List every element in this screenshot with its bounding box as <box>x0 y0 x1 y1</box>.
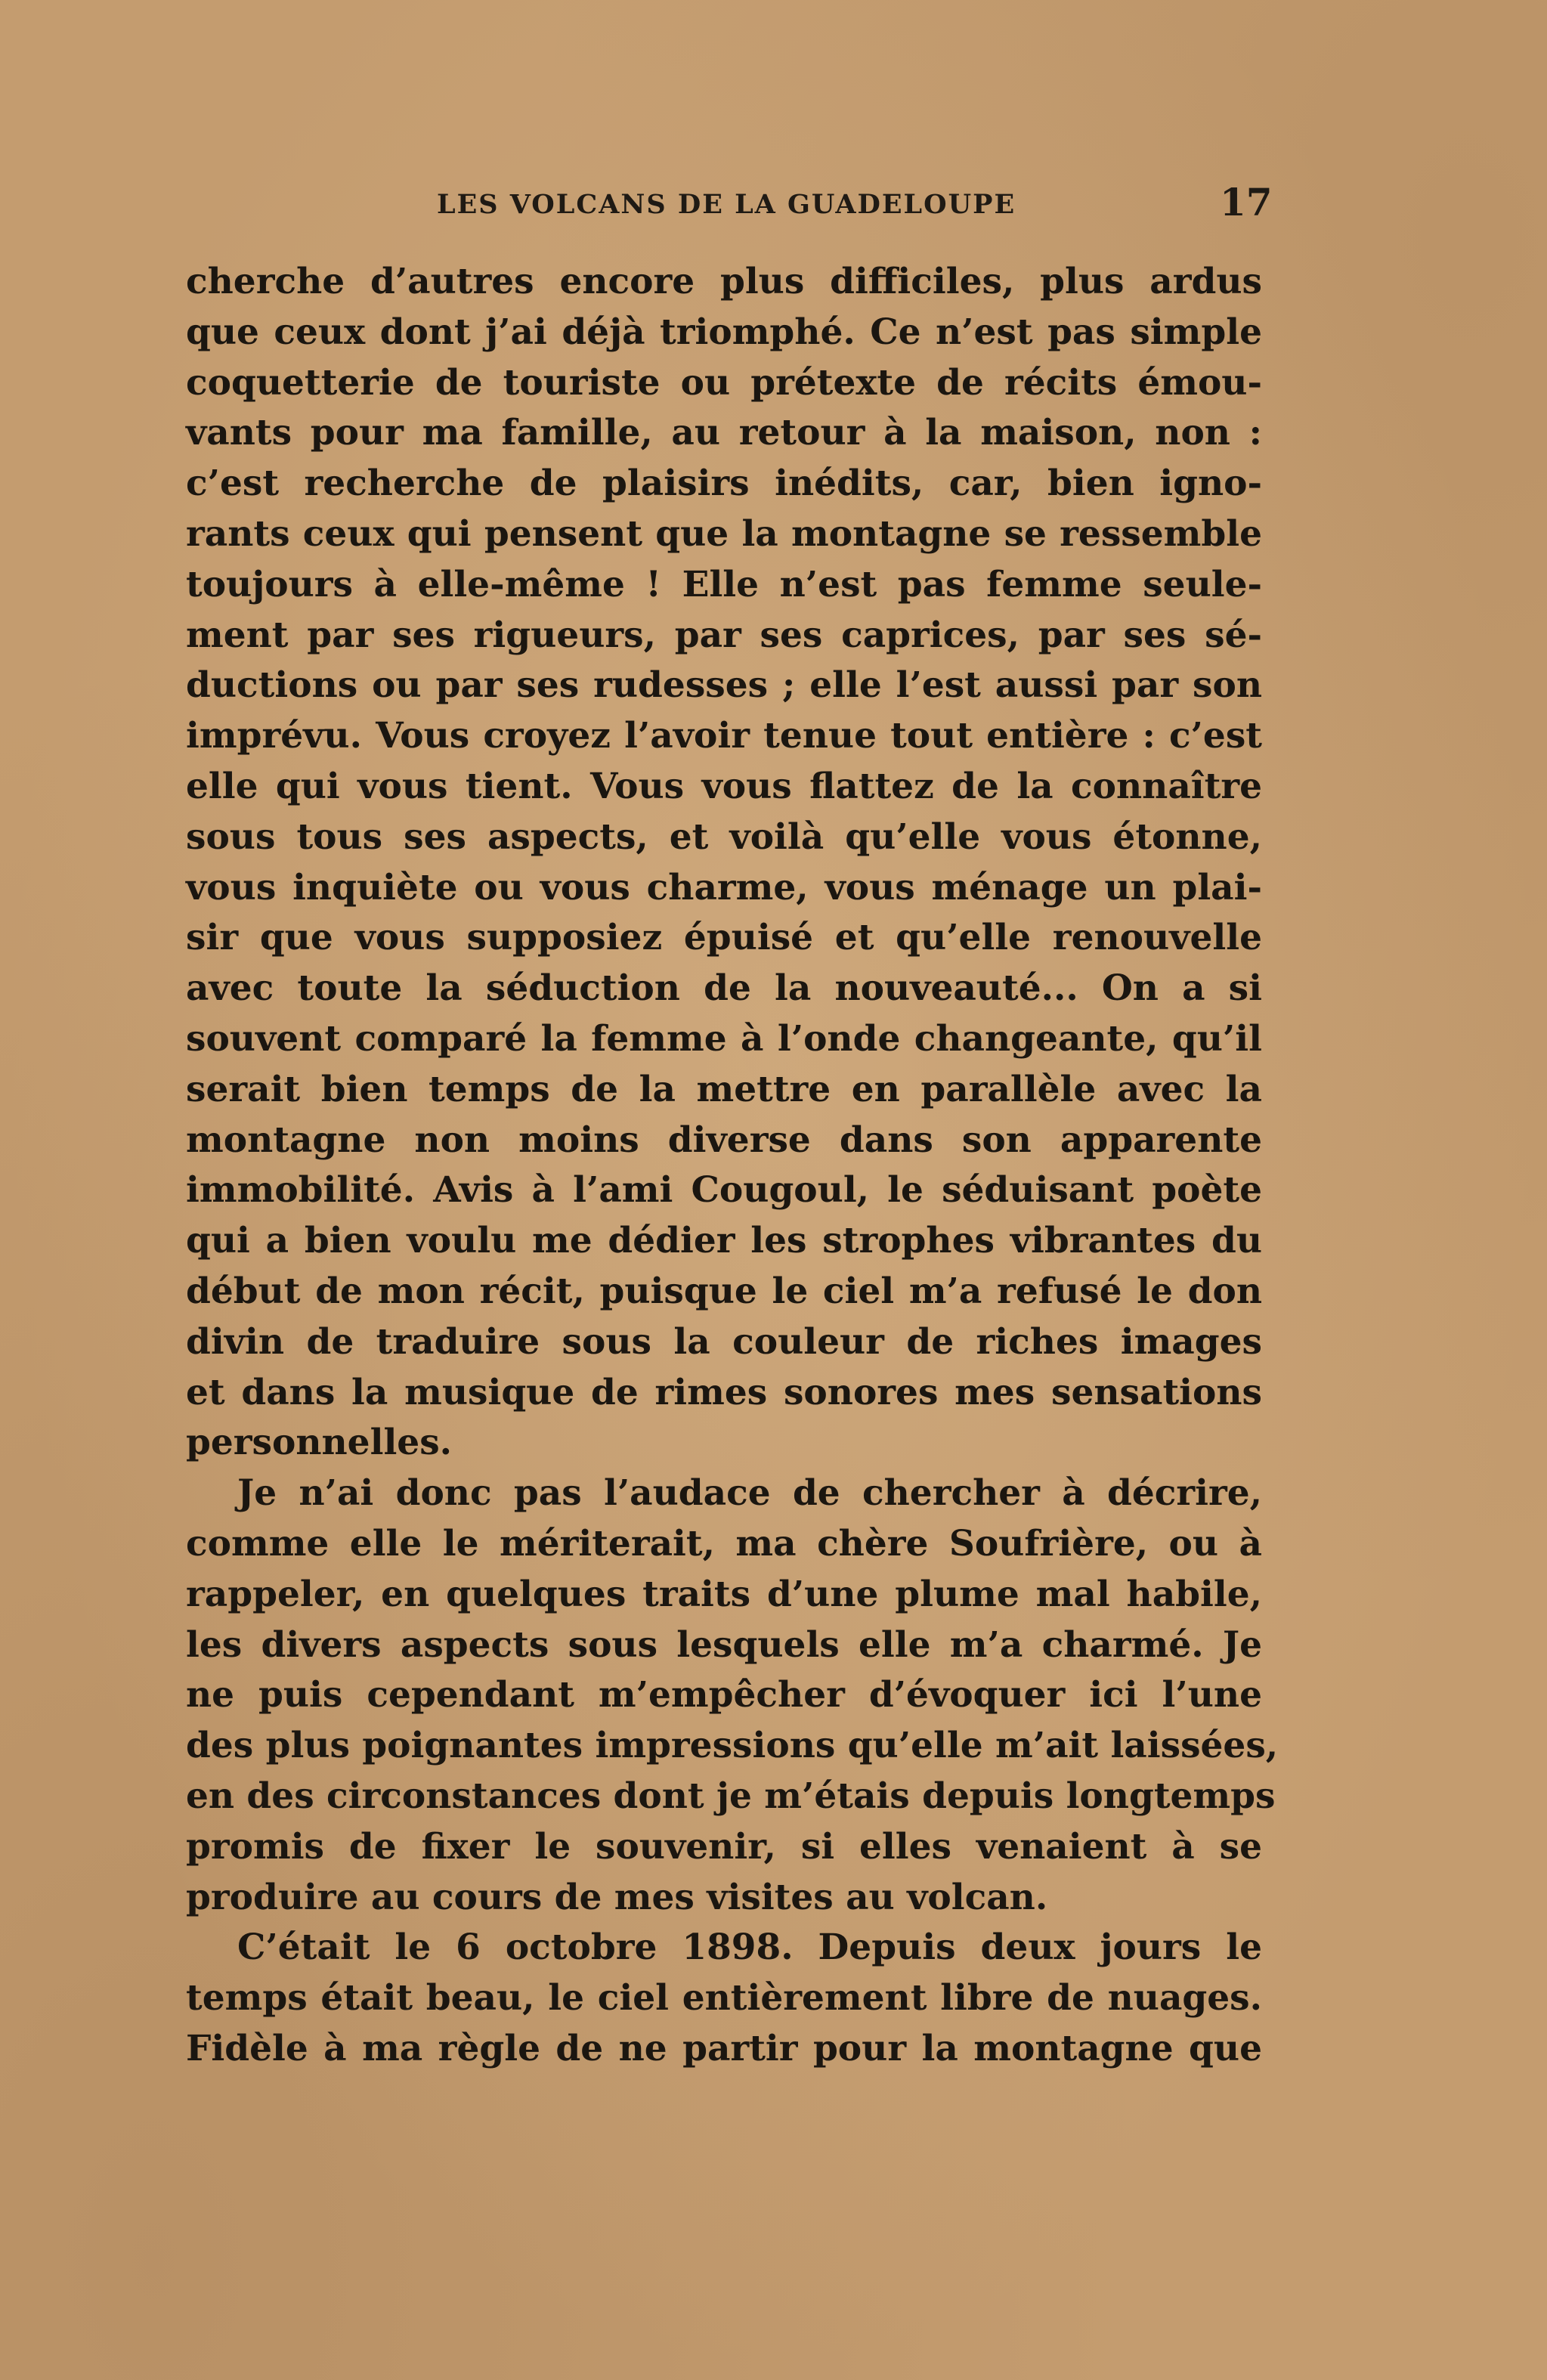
paragraph-end-line: produire au cours de mes visites au volcan. <box>186 1876 1048 1918</box>
text-line: imprévu. Vous croyez l’avoir tenue tout entière : c’est <box>186 715 1262 757</box>
page-number: 17 <box>1220 180 1273 224</box>
text-line: immobilité. Avis à l’ami Cougoul, le séduisant poète <box>186 1169 1262 1212</box>
text-line: souvent comparé la femme à l’onde changeante, qu’il <box>186 1017 1262 1060</box>
text-line: début de mon récit, puisque le ciel m’a refusé le don <box>186 1270 1262 1312</box>
text-line: promis de fixer le souvenir, si elles venaient à se <box>186 1825 1262 1868</box>
text-line: serait bien temps de la mettre en parallèle avec la <box>186 1068 1262 1110</box>
paragraph-start-line: Je n’ai donc pas l’audace de chercher à décrire, <box>237 1472 1262 1515</box>
text-line: qui a bien voulu me dédier les strophes vibrantes du <box>186 1220 1262 1262</box>
text-line: rants ceux qui pensent que la montagne se ressemble <box>186 512 1262 555</box>
text-line: avec toute la séduction de la nouveauté... On a si <box>186 967 1262 1010</box>
text-line: temps était beau, le ciel entièrement libre de nuages. <box>186 1977 1262 2019</box>
text-line: des plus poignantes impressions qu’elle m’ait laissées, <box>186 1725 1279 1767</box>
running-title: LES VOLCANS DE LA GUADELOUPE <box>437 189 1016 220</box>
body-text <box>186 257 1279 2075</box>
text-line: ne puis cependant m’empêcher d’évoquer ici l’une <box>186 1674 1262 1716</box>
text-line: les divers aspects sous lesquels elle m’a charmé. Je <box>186 1623 1262 1666</box>
text-line: divin de traduire sous la couleur de riches images <box>186 1320 1262 1363</box>
text-line: en des circonstances dont je m’étais depuis longtemps <box>186 1775 1276 1817</box>
text-line: c’est recherche de plaisirs inédits, car, bien igno- <box>186 463 1262 505</box>
text-line: et dans la musique de rimes sonores mes sensations <box>186 1371 1262 1413</box>
text-line: Fidèle à ma règle de ne partir pour la montagne que <box>186 2027 1262 2069</box>
text-line: ductions ou par ses rudesses ; elle l’est aussi par son <box>186 664 1262 707</box>
text-line: ment par ses rigueurs, par ses caprices, par ses sé- <box>186 614 1262 656</box>
paragraph-end-line: personnelles. <box>186 1422 453 1464</box>
text-line: comme elle le mériterait, ma chère Soufrière, ou à <box>186 1522 1262 1564</box>
text-line: vants pour ma famille, au retour à la maison, non : <box>186 412 1262 454</box>
text-line: vous inquiète ou vous charme, vous ménage un plai- <box>186 866 1262 908</box>
text-line: cherche d’autres encore plus difficiles, plus ardus <box>186 261 1262 302</box>
text-line: sous tous ses aspects, et voilà qu’elle vous étonne, <box>186 816 1262 858</box>
text-line: sir que vous supposiez épuisé et qu’elle renouvelle <box>186 917 1262 959</box>
text-line: coquetterie de touriste ou prétexte de récits émou- <box>186 361 1262 404</box>
paragraph-start-line: C’était le 6 octobre 1898. Depuis deux jours le <box>237 1927 1262 1969</box>
text-line: toujours à elle-même ! Elle n’est pas femme seule- <box>186 563 1262 605</box>
text-line: que ceux dont j’ai déjà triomphé. Ce n’est pas simple <box>186 311 1262 353</box>
text-line: montagne non moins diverse dans son apparente <box>186 1119 1262 1161</box>
text-line: elle qui vous tient. Vous vous flattez de la connaître <box>186 765 1262 807</box>
text-line: rappeler, en quelques traits d’une plume mal habile, <box>186 1573 1262 1615</box>
